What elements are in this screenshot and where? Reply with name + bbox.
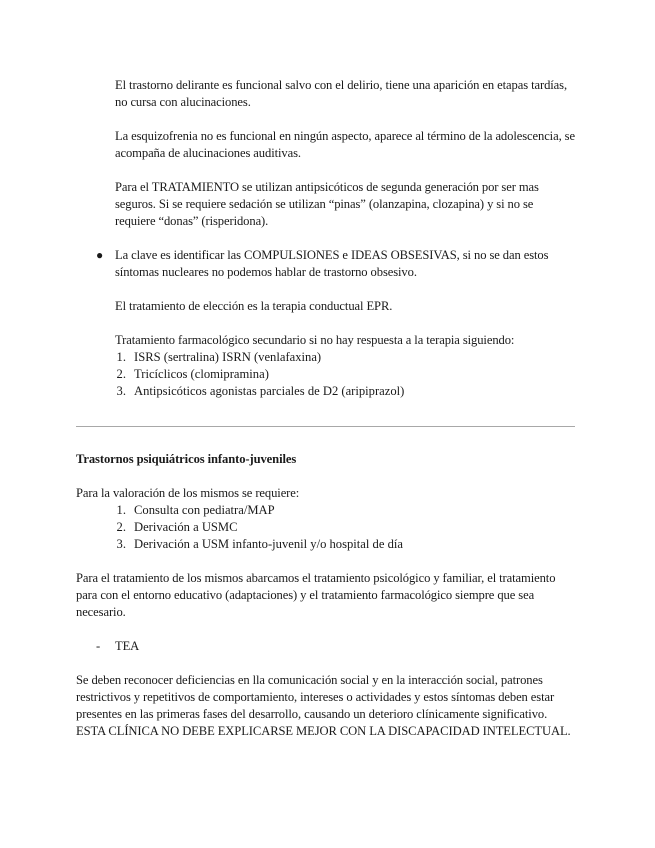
list-text: ISRS (sertralina) ISRN (venlafaxina)	[134, 350, 322, 364]
paragraph-trastorno-delirante: El trastorno delirante es funcional salvo con el delirio, tiene una aparición en etapas tardías, no cursa con alucinaciones.	[115, 78, 567, 109]
paragraph-esquizofrenia: La esquizofrenia no es funcional en ningún aspecto, aparece al término de la adolescencia, se acompaña de alucinaciones auditivas.	[115, 129, 575, 160]
list-item	[106, 502, 403, 519]
list-text: Derivación a USMC	[134, 520, 238, 534]
section-heading: Trastornos psiquiátricos infanto-juveniles	[76, 452, 297, 466]
valoracion-ordered-list	[106, 502, 403, 553]
list-number: 3.	[116, 384, 126, 398]
bullet-icon: ●	[96, 248, 104, 262]
paragraph-valoracion-intro: Para la valoración de los mismos se requiere:	[76, 486, 300, 500]
list-number: 1.	[116, 503, 126, 517]
paragraph-farmacologico-intro: Tratamiento farmacológico secundario si no hay respuesta a la terapia siguiendo:	[115, 333, 515, 347]
list-item	[106, 383, 404, 400]
list-item	[106, 536, 403, 553]
bullet-compulsiones: La clave es identificar las COMPULSIONES e IDEAS OBSESIVAS, si no se dan estos síntomas nucleares no podemos hablar de trastorno obsesivo.	[115, 248, 549, 279]
list-text: Tricíclicos (clomipramina)	[134, 367, 269, 381]
paragraph-tratamiento-eleccion: El tratamiento de elección es la terapia conductual EPR.	[115, 299, 393, 313]
tea-label: TEA	[115, 639, 140, 653]
list-number: 1.	[116, 350, 126, 364]
paragraph-tea-description: Se deben reconocer deficiencias en lla comunicación social y en la interacción social, patrones restrictivos y repetitivos de comportamiento, intereses o actividades y estos síntomas deben estar presentes en las primeras fases del desarrollo, causando un deterioro clínicamente significativo. ESTA CLÍNICA NO DEBE EXPLICARSE MEJOR CON LA DISCAPACIDAD INTELECTUAL.	[76, 673, 571, 738]
list-text: Antipsicóticos agonistas parciales de D2 (aripiprazol)	[134, 384, 405, 398]
list-number: 3.	[116, 537, 126, 551]
paragraph-tratamiento-infanto: Para el tratamiento de los mismos abarcamos el tratamiento psicológico y familiar, el tratamiento para con el entorno educativo (adaptaciones) y el tratamiento farmacológico siempre que sea necesario.	[76, 571, 556, 619]
list-item	[106, 519, 403, 536]
farmaco-ordered-list	[106, 349, 404, 400]
list-text: Derivación a USM infanto-juvenil y/o hospital de día	[134, 537, 403, 551]
list-item	[106, 349, 404, 366]
list-item	[106, 366, 404, 383]
list-number: 2.	[116, 520, 126, 534]
list-number: 2.	[116, 367, 126, 381]
dash-bullet-icon: -	[96, 639, 101, 653]
paragraph-tratamiento-antipsicoticos: Para el TRATAMIENTO se utilizan antipsicóticos de segunda generación por ser mas seguros. Si se requiere sedación se utilizan “pinas” (olanzapina, clozapina) y si no se requiere “donas” (risperidona).	[115, 180, 539, 228]
list-text: Consulta con pediatra/MAP	[134, 503, 275, 517]
horizontal-divider	[76, 426, 575, 427]
